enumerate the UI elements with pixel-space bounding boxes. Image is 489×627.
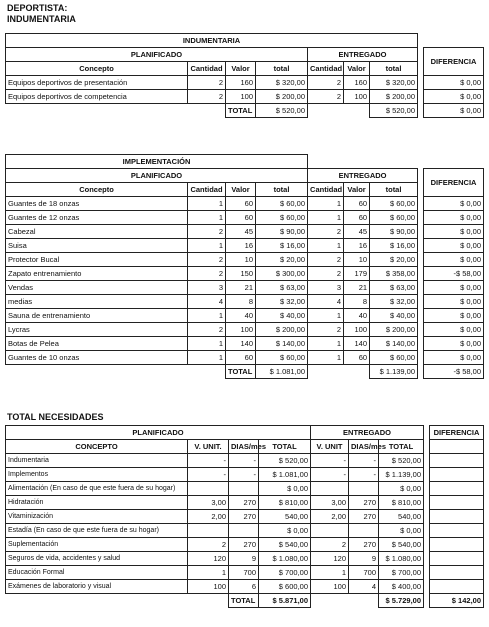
- e-dias-cell: [349, 482, 379, 496]
- dias-cell: [229, 482, 259, 496]
- indumentaria-heading: INDUMENTARIA: [7, 14, 76, 24]
- col-total: total: [256, 62, 308, 76]
- vunit-cell: [188, 524, 229, 538]
- col-e-total: total: [370, 183, 418, 197]
- concepto-cell: Vendas: [6, 281, 188, 295]
- e-total-cell: $ 540,00: [379, 538, 424, 552]
- e-total-cell: $ 358,00: [370, 267, 418, 281]
- cantidad-cell: 2: [188, 267, 226, 281]
- concepto-cell: Vitaminización: [6, 510, 188, 524]
- column-header-row: [6, 183, 484, 197]
- diferencia-cell: [430, 538, 484, 552]
- vunit-cell: 1: [188, 566, 229, 580]
- col-cantidad: Cantidad: [188, 62, 226, 76]
- diferencia-cell: [430, 552, 484, 566]
- e-cantidad-cell: 1: [308, 211, 344, 225]
- concepto-cell: Indumentaria: [6, 454, 188, 468]
- e-total-cell: $ 60,00: [370, 211, 418, 225]
- necesidades-table: [5, 425, 484, 608]
- section-header-row: [6, 169, 484, 183]
- total-label: TOTAL: [226, 365, 256, 379]
- table-row: [6, 197, 484, 211]
- diferencia-cell: [430, 510, 484, 524]
- cantidad-cell: 2: [188, 76, 226, 90]
- total-row: [6, 365, 484, 379]
- e-cantidad-cell: 2: [308, 253, 344, 267]
- table-row: [6, 253, 484, 267]
- e-vunit-cell: 3,00: [311, 496, 349, 510]
- total-label: TOTAL: [226, 104, 256, 118]
- e-valor-cell: 140: [344, 337, 370, 351]
- table-row: [6, 90, 484, 104]
- total-cell: $ 32,00: [256, 295, 308, 309]
- total-cell: 540,00: [259, 510, 311, 524]
- e-dias-cell: 700: [349, 566, 379, 580]
- diferencia-header: DIFERENCIA: [430, 426, 484, 440]
- total-cell: $ 540,00: [259, 538, 311, 552]
- valor-cell: 140: [226, 337, 256, 351]
- diferencia-cell: [430, 482, 484, 496]
- e-valor-cell: 179: [344, 267, 370, 281]
- table-row: [6, 281, 484, 295]
- planificado-header: PLANIFICADO: [6, 48, 308, 62]
- total-cell: $ 140,00: [256, 337, 308, 351]
- dias-cell: -: [229, 468, 259, 482]
- valor-cell: 10: [226, 253, 256, 267]
- table-row: [6, 552, 484, 566]
- total-entregado: $ 1.139,00: [370, 365, 418, 379]
- e-cantidad-cell: 1: [308, 197, 344, 211]
- indumentaria-table: [5, 33, 484, 118]
- valor-cell: 160: [226, 76, 256, 90]
- e-total-cell: $ 60,00: [370, 351, 418, 365]
- total-cell: $ 90,00: [256, 225, 308, 239]
- e-valor-cell: 60: [344, 197, 370, 211]
- diferencia-cell: $ 0,00: [424, 337, 484, 351]
- vunit-cell: 100: [188, 580, 229, 594]
- total-cell: $ 1.081,00: [259, 468, 311, 482]
- e-total-cell: $ 320,00: [370, 76, 418, 90]
- diferencia-cell: [430, 468, 484, 482]
- e-vunit-cell: -: [311, 454, 349, 468]
- total-cell: $ 200,00: [256, 323, 308, 337]
- e-valor-cell: 21: [344, 281, 370, 295]
- e-total-cell: $ 0,00: [379, 482, 424, 496]
- vunit-cell: 120: [188, 552, 229, 566]
- total-cell: $ 60,00: [256, 197, 308, 211]
- e-total-cell: $ 1.080,00: [379, 552, 424, 566]
- concepto-cell: Educación Formal: [6, 566, 188, 580]
- vunit-cell: 2: [188, 538, 229, 552]
- cantidad-cell: 2: [188, 90, 226, 104]
- table-row: [6, 323, 484, 337]
- total-planificado: $ 1.081,00: [256, 365, 308, 379]
- col-valor: Valor: [226, 183, 256, 197]
- e-total-cell: 540,00: [379, 510, 424, 524]
- col-e-valor: Valor: [344, 183, 370, 197]
- e-total-cell: $ 60,00: [370, 197, 418, 211]
- total-cell: $ 20,00: [256, 253, 308, 267]
- column-header-row: [6, 62, 484, 76]
- e-total-cell: $ 700,00: [379, 566, 424, 580]
- concepto-cell: Zapato entrenamiento: [6, 267, 188, 281]
- concepto-cell: Protector Bucal: [6, 253, 188, 267]
- col-e-vunit: V. UNIT: [311, 440, 349, 454]
- diferencia-cell: $ 0,00: [424, 281, 484, 295]
- concepto-cell: Botas de Pelea: [6, 337, 188, 351]
- diferencia-cell: $ 0,00: [424, 225, 484, 239]
- col-concepto: CONCEPTO: [6, 440, 188, 454]
- e-dias-cell: 270: [349, 510, 379, 524]
- col-total: total: [256, 183, 308, 197]
- cantidad-cell: 2: [188, 253, 226, 267]
- diferencia-cell: $ 0,00: [424, 76, 484, 90]
- dias-cell: [229, 524, 259, 538]
- e-dias-cell: 9: [349, 552, 379, 566]
- section-header-row: [6, 48, 484, 62]
- table-row: [6, 454, 484, 468]
- column-header-row: [6, 440, 484, 454]
- e-cantidad-cell: 1: [308, 309, 344, 323]
- table-title: INDUMENTARIA: [6, 34, 418, 48]
- e-cantidad-cell: 2: [308, 323, 344, 337]
- dias-cell: 270: [229, 538, 259, 552]
- entregado-header: ENTREGADO: [308, 169, 418, 183]
- concepto-cell: medias: [6, 295, 188, 309]
- diferencia-cell: $ 0,00: [424, 253, 484, 267]
- e-vunit-cell: [311, 482, 349, 496]
- total-row: [6, 104, 484, 118]
- total-diferencia: $ 142,00: [430, 594, 484, 608]
- e-vunit-cell: 2: [311, 538, 349, 552]
- diferencia-header: DIFERENCIA: [424, 48, 484, 76]
- valor-cell: 45: [226, 225, 256, 239]
- e-valor-cell: 100: [344, 90, 370, 104]
- table-row: [6, 524, 484, 538]
- valor-cell: 100: [226, 90, 256, 104]
- total-cell: $ 0,00: [259, 524, 311, 538]
- table-title: IMPLEMENTACIÓN: [6, 155, 308, 169]
- e-valor-cell: 60: [344, 351, 370, 365]
- e-total-cell: $ 90,00: [370, 225, 418, 239]
- e-total-cell: $ 400,00: [379, 580, 424, 594]
- vunit-cell: -: [188, 454, 229, 468]
- dias-cell: 700: [229, 566, 259, 580]
- e-cantidad-cell: 2: [308, 76, 344, 90]
- planificado-header: PLANIFICADO: [6, 426, 311, 440]
- total-diferencia: $ 0,00: [424, 104, 484, 118]
- col-e-total: total: [370, 62, 418, 76]
- e-cantidad-cell: 3: [308, 281, 344, 295]
- e-dias-cell: [349, 524, 379, 538]
- total-entregado: $ 5.729,00: [379, 594, 424, 608]
- table-row: [6, 510, 484, 524]
- e-total-cell: $ 200,00: [370, 323, 418, 337]
- e-cantidad-cell: 2: [308, 267, 344, 281]
- diferencia-cell: $ 0,00: [424, 295, 484, 309]
- diferencia-cell: $ 0,00: [424, 239, 484, 253]
- total-cell: $ 520,00: [259, 454, 311, 468]
- table-row: [6, 482, 484, 496]
- table-row: [6, 468, 484, 482]
- e-dias-cell: -: [349, 454, 379, 468]
- table-row: [6, 225, 484, 239]
- e-vunit-cell: 1: [311, 566, 349, 580]
- table-row: [6, 351, 484, 365]
- cantidad-cell: 1: [188, 337, 226, 351]
- e-total-cell: $ 140,00: [370, 337, 418, 351]
- total-cell: $ 200,00: [256, 90, 308, 104]
- valor-cell: 40: [226, 309, 256, 323]
- total-diferencia: -$ 58,00: [424, 365, 484, 379]
- valor-cell: 100: [226, 323, 256, 337]
- dias-cell: 270: [229, 496, 259, 510]
- e-cantidad-cell: 1: [308, 351, 344, 365]
- e-vunit-cell: 100: [311, 580, 349, 594]
- col-e-dias: DIAS/mes: [349, 440, 379, 454]
- e-dias-cell: 4: [349, 580, 379, 594]
- diferencia-cell: [430, 454, 484, 468]
- cantidad-cell: 3: [188, 281, 226, 295]
- e-total-cell: $ 63,00: [370, 281, 418, 295]
- diferencia-cell: $ 0,00: [424, 90, 484, 104]
- diferencia-header: DIFERENCIA: [424, 169, 484, 197]
- e-cantidad-cell: 2: [308, 225, 344, 239]
- concepto-cell: Exámenes de laboratorio y visual: [6, 580, 188, 594]
- e-total-cell: $ 16,00: [370, 239, 418, 253]
- total-planificado: $ 520,00: [256, 104, 308, 118]
- table-title-row: [6, 155, 484, 169]
- section-header-row: [6, 426, 484, 440]
- e-valor-cell: 45: [344, 225, 370, 239]
- e-dias-cell: 270: [349, 538, 379, 552]
- col-cantidad: Cantidad: [188, 183, 226, 197]
- diferencia-cell: $ 0,00: [424, 309, 484, 323]
- concepto-cell: Alimentación (En caso de que este fuera de su hogar): [6, 482, 188, 496]
- deportista-label: DEPORTISTA:: [7, 3, 68, 13]
- total-cell: $ 40,00: [256, 309, 308, 323]
- vunit-cell: -: [188, 468, 229, 482]
- total-label: TOTAL: [229, 594, 259, 608]
- e-total-cell: $ 810,00: [379, 496, 424, 510]
- concepto-cell: Cabezal: [6, 225, 188, 239]
- entregado-header: ENTREGADO: [311, 426, 424, 440]
- col-total: TOTAL: [259, 440, 311, 454]
- e-valor-cell: 60: [344, 211, 370, 225]
- total-necesidades-heading: TOTAL NECESIDADES: [7, 412, 104, 422]
- total-planificado: $ 5.871,00: [259, 594, 311, 608]
- e-total-cell: $ 200,00: [370, 90, 418, 104]
- concepto-cell: Suplementación: [6, 538, 188, 552]
- total-cell: $ 320,00: [256, 76, 308, 90]
- e-dias-cell: 270: [349, 496, 379, 510]
- col-e-total: TOTAL: [379, 440, 424, 454]
- vunit-cell: 2,00: [188, 510, 229, 524]
- e-cantidad-cell: 2: [308, 90, 344, 104]
- total-cell: $ 810,00: [259, 496, 311, 510]
- e-cantidad-cell: 4: [308, 295, 344, 309]
- total-cell: $ 16,00: [256, 239, 308, 253]
- table-row: [6, 337, 484, 351]
- concepto-cell: Lycras: [6, 323, 188, 337]
- vunit-cell: 3,00: [188, 496, 229, 510]
- total-entregado: $ 520,00: [370, 104, 418, 118]
- cantidad-cell: 1: [188, 197, 226, 211]
- cantidad-cell: 2: [188, 225, 226, 239]
- diferencia-cell: $ 0,00: [424, 211, 484, 225]
- col-dias: DIAS/mes: [229, 440, 259, 454]
- total-cell: $ 300,00: [256, 267, 308, 281]
- concepto-cell: Equipos deportivos de presentación: [6, 76, 188, 90]
- diferencia-cell: $ 0,00: [424, 197, 484, 211]
- table-row: [6, 566, 484, 580]
- concepto-cell: Guantes de 12 onzas: [6, 211, 188, 225]
- e-cantidad-cell: 1: [308, 337, 344, 351]
- col-vunit: V. UNIT.: [188, 440, 229, 454]
- concepto-cell: Guantes de 18 onzas: [6, 197, 188, 211]
- col-e-valor: Valor: [344, 62, 370, 76]
- cantidad-cell: 1: [188, 239, 226, 253]
- diferencia-cell: $ 0,00: [424, 323, 484, 337]
- concepto-cell: Sauna de entrenamiento: [6, 309, 188, 323]
- concepto-cell: Implementos: [6, 468, 188, 482]
- valor-cell: 21: [226, 281, 256, 295]
- e-valor-cell: 40: [344, 309, 370, 323]
- col-concepto: Concepto: [6, 62, 188, 76]
- concepto-cell: Equipos deportivos de competencia: [6, 90, 188, 104]
- planificado-header: PLANIFICADO: [6, 169, 308, 183]
- col-valor: Valor: [226, 62, 256, 76]
- table-row: [6, 496, 484, 510]
- dias-cell: 270: [229, 510, 259, 524]
- e-valor-cell: 16: [344, 239, 370, 253]
- valor-cell: 8: [226, 295, 256, 309]
- e-total-cell: $ 20,00: [370, 253, 418, 267]
- dias-cell: 9: [229, 552, 259, 566]
- implementacion-table: [5, 154, 484, 379]
- e-total-cell: $ 40,00: [370, 309, 418, 323]
- col-concepto: Concepto: [6, 183, 188, 197]
- table-row: [6, 309, 484, 323]
- total-cell: $ 60,00: [256, 351, 308, 365]
- valor-cell: 16: [226, 239, 256, 253]
- table-row: [6, 76, 484, 90]
- diferencia-cell: [430, 566, 484, 580]
- cantidad-cell: 4: [188, 295, 226, 309]
- vunit-cell: [188, 482, 229, 496]
- total-cell: $ 60,00: [256, 211, 308, 225]
- e-valor-cell: 160: [344, 76, 370, 90]
- e-total-cell: $ 32,00: [370, 295, 418, 309]
- e-valor-cell: 10: [344, 253, 370, 267]
- cantidad-cell: 2: [188, 323, 226, 337]
- cantidad-cell: 1: [188, 309, 226, 323]
- diferencia-cell: $ 0,00: [424, 351, 484, 365]
- valor-cell: 60: [226, 197, 256, 211]
- total-cell: $ 1.080,00: [259, 552, 311, 566]
- e-total-cell: $ 1.139,00: [379, 468, 424, 482]
- concepto-cell: Hidratación: [6, 496, 188, 510]
- e-vunit-cell: -: [311, 468, 349, 482]
- e-total-cell: $ 520,00: [379, 454, 424, 468]
- concepto-cell: Estadía (En caso de que este fuera de su hogar): [6, 524, 188, 538]
- diferencia-cell: [430, 580, 484, 594]
- concepto-cell: Seguros de vida, accidentes y salud: [6, 552, 188, 566]
- valor-cell: 150: [226, 267, 256, 281]
- dias-cell: -: [229, 454, 259, 468]
- total-row: [6, 594, 484, 608]
- total-cell: $ 63,00: [256, 281, 308, 295]
- e-valor-cell: 8: [344, 295, 370, 309]
- cantidad-cell: 1: [188, 211, 226, 225]
- e-total-cell: $ 0,00: [379, 524, 424, 538]
- diferencia-cell: [430, 496, 484, 510]
- e-dias-cell: -: [349, 468, 379, 482]
- table-title-row: [6, 34, 484, 48]
- table-row: [6, 267, 484, 281]
- e-cantidad-cell: 1: [308, 239, 344, 253]
- dias-cell: 6: [229, 580, 259, 594]
- valor-cell: 60: [226, 351, 256, 365]
- table-row: [6, 538, 484, 552]
- total-cell: $ 700,00: [259, 566, 311, 580]
- concepto-cell: Suisa: [6, 239, 188, 253]
- e-valor-cell: 100: [344, 323, 370, 337]
- concepto-cell: Guantes de 10 onzas: [6, 351, 188, 365]
- total-cell: $ 0,00: [259, 482, 311, 496]
- table-row: [6, 580, 484, 594]
- col-e-cantidad: Cantidad: [308, 62, 344, 76]
- e-vunit-cell: 2,00: [311, 510, 349, 524]
- e-vunit-cell: 120: [311, 552, 349, 566]
- cantidad-cell: 1: [188, 351, 226, 365]
- table-row: [6, 239, 484, 253]
- table-row: [6, 295, 484, 309]
- diferencia-cell: -$ 58,00: [424, 267, 484, 281]
- e-vunit-cell: [311, 524, 349, 538]
- valor-cell: 60: [226, 211, 256, 225]
- diferencia-cell: [430, 524, 484, 538]
- total-cell: $ 600,00: [259, 580, 311, 594]
- entregado-header: ENTREGADO: [308, 48, 418, 62]
- table-row: [6, 211, 484, 225]
- col-e-cantidad: Cantidad: [308, 183, 344, 197]
